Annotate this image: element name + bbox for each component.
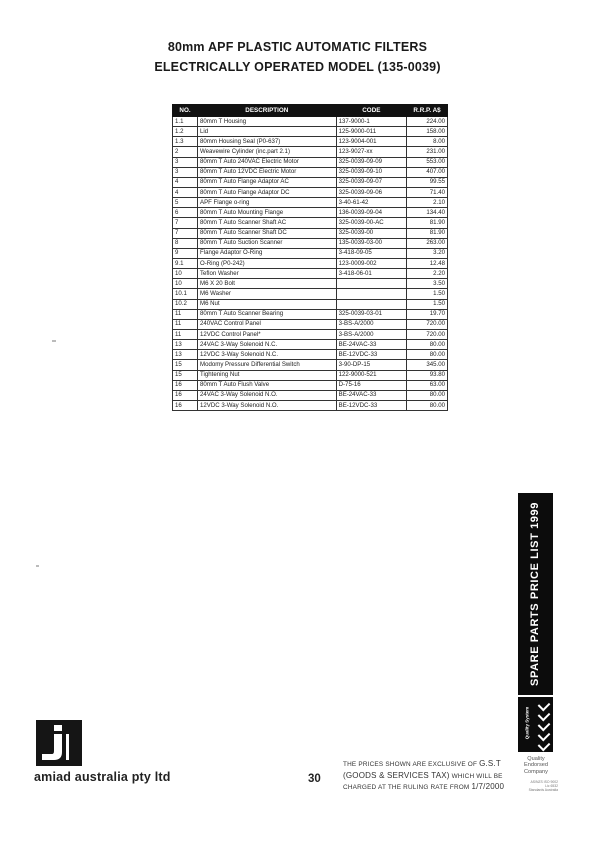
code-cell: 123-9004-001 bbox=[336, 137, 406, 147]
part-no-cell: 10.1 bbox=[173, 289, 198, 299]
part-no-cell: 16 bbox=[173, 380, 198, 390]
table-row bbox=[173, 198, 448, 208]
description-cell: APF Flange o-ring bbox=[198, 198, 337, 208]
part-no-cell: 3 bbox=[173, 157, 198, 167]
part-no-cell: 7 bbox=[173, 218, 198, 228]
part-no-cell: 2 bbox=[173, 147, 198, 157]
table-row bbox=[173, 370, 448, 380]
part-no-cell: 5 bbox=[173, 198, 198, 208]
code-cell: 3-BS-A/2000 bbox=[336, 329, 406, 339]
part-no-cell: 13 bbox=[173, 350, 198, 360]
table-row bbox=[173, 208, 448, 218]
part-no-cell: 16 bbox=[173, 390, 198, 400]
code-cell: 325-0039-09-07 bbox=[336, 177, 406, 187]
description-cell: 240VAC Control Panel bbox=[198, 319, 337, 329]
part-no-cell: 11 bbox=[173, 329, 198, 339]
rrp-cell: 80.00 bbox=[407, 350, 448, 360]
qe-line: Endorsed bbox=[524, 762, 548, 769]
table-row bbox=[173, 400, 448, 410]
rrp-cell: 2.20 bbox=[407, 269, 448, 279]
table-row bbox=[173, 238, 448, 248]
description-cell: 80mm T Auto Flange Adaptor DC bbox=[198, 187, 337, 197]
page-number: 30 bbox=[308, 773, 321, 785]
notice-text: WHICH WILL BE bbox=[451, 772, 503, 780]
rrp-cell: 81.90 bbox=[407, 228, 448, 238]
company-name: amiad australia pty ltd bbox=[34, 770, 171, 784]
rrp-cell: 3.20 bbox=[407, 248, 448, 258]
code-cell: BE-12VDC-33 bbox=[336, 350, 406, 360]
part-no-cell: 13 bbox=[173, 340, 198, 350]
gst-notice bbox=[343, 759, 511, 794]
notice-text: CHARGED AT THE RULING RATE FROM bbox=[343, 784, 470, 792]
rrp-cell: 407.00 bbox=[407, 167, 448, 177]
description-cell: Lid bbox=[198, 127, 337, 137]
description-cell: 24VAC 3-Way Solenoid N.C. bbox=[198, 340, 337, 350]
code-cell bbox=[336, 279, 406, 289]
part-no-cell: 9.1 bbox=[173, 258, 198, 268]
table-row bbox=[173, 248, 448, 258]
description-cell: Modomy Pressure Differential Switch bbox=[198, 360, 337, 370]
code-cell: 136-0039-09-04 bbox=[336, 208, 406, 218]
rrp-cell: 263.00 bbox=[407, 238, 448, 248]
part-no-cell: 3 bbox=[173, 167, 198, 177]
rrp-cell: 231.00 bbox=[407, 147, 448, 157]
code-cell: 3-BS-A/2000 bbox=[336, 319, 406, 329]
part-no-cell: 15 bbox=[173, 360, 198, 370]
code-cell: 325-0039-03-01 bbox=[336, 309, 406, 319]
rrp-cell: 1.50 bbox=[407, 289, 448, 299]
part-no-cell: 16 bbox=[173, 400, 198, 410]
description-cell: Weavewire Cylinder (inc.part 2.1) bbox=[198, 147, 337, 157]
code-cell: BE-12VDC-33 bbox=[336, 400, 406, 410]
description-cell: 80mm T Auto Scanner Shaft AC bbox=[198, 218, 337, 228]
table-row bbox=[173, 187, 448, 197]
part-no-cell: 10 bbox=[173, 269, 198, 279]
code-cell: BE-24VAC-33 bbox=[336, 390, 406, 400]
rrp-cell: 345.00 bbox=[407, 360, 448, 370]
table-row bbox=[173, 167, 448, 177]
quality-system-label: Quality System bbox=[524, 706, 530, 740]
rrp-cell: 3.50 bbox=[407, 279, 448, 289]
rrp-cell: 12.48 bbox=[407, 258, 448, 268]
table-row bbox=[173, 309, 448, 319]
description-cell: M6 Nut bbox=[198, 299, 337, 309]
description-cell: O-Ring (P0-242) bbox=[198, 258, 337, 268]
quality-endorsed-company-label bbox=[514, 756, 558, 775]
gst-notice-line-3 bbox=[343, 782, 511, 794]
rrp-cell: 19.70 bbox=[407, 309, 448, 319]
rrp-cell: 99.55 bbox=[407, 177, 448, 187]
description-cell: 24VAC 3-Way Solenoid N.O. bbox=[198, 390, 337, 400]
table-row bbox=[173, 117, 448, 127]
description-cell: Teflon Washer bbox=[198, 269, 337, 279]
fine-line: Lic 6532 bbox=[545, 784, 558, 788]
notice-text: G.S.T bbox=[479, 759, 501, 768]
table-row bbox=[173, 147, 448, 157]
certification-fine-print bbox=[514, 780, 558, 792]
part-no-cell: 10 bbox=[173, 279, 198, 289]
code-cell: 3-90-DP-15 bbox=[336, 360, 406, 370]
description-cell: 80mm T Auto Mounting Flange bbox=[198, 208, 337, 218]
scan-speck bbox=[36, 565, 39, 567]
code-cell: D-75-16 bbox=[336, 380, 406, 390]
notice-text: THE PRICES SHOWN ARE EXCLUSIVE OF bbox=[343, 761, 478, 768]
code-cell bbox=[336, 289, 406, 299]
rrp-cell: 80.00 bbox=[407, 390, 448, 400]
description-cell: 80mm Housing Seal (P0-637) bbox=[198, 137, 337, 147]
table-header-row bbox=[173, 105, 448, 117]
rrp-cell: 224.00 bbox=[407, 117, 448, 127]
rrp-cell: 1.50 bbox=[407, 299, 448, 309]
rrp-cell: 158.00 bbox=[407, 127, 448, 137]
code-cell: 137-9000-1 bbox=[336, 117, 406, 127]
rrp-cell: 553.00 bbox=[407, 157, 448, 167]
description-cell: 80mm T Housing bbox=[198, 117, 337, 127]
table-row bbox=[173, 329, 448, 339]
table-row bbox=[173, 279, 448, 289]
rrp-cell: 80.00 bbox=[407, 400, 448, 410]
rrp-cell: 720.00 bbox=[407, 329, 448, 339]
table-row bbox=[173, 390, 448, 400]
code-cell: BE-24VAC-33 bbox=[336, 340, 406, 350]
code-cell bbox=[336, 299, 406, 309]
column-header-code: CODE bbox=[336, 105, 406, 117]
banner-label: SPARE PARTS PRICE LIST 1999 bbox=[529, 502, 541, 686]
table-row bbox=[173, 340, 448, 350]
rrp-cell: 134.40 bbox=[407, 208, 448, 218]
description-cell: 80mm T Auto Scanner Bearing bbox=[198, 309, 337, 319]
table-row bbox=[173, 289, 448, 299]
table-row bbox=[173, 127, 448, 137]
spare-parts-price-list-banner bbox=[518, 493, 553, 695]
code-cell: 123-9027-xx bbox=[336, 147, 406, 157]
table-body bbox=[173, 117, 448, 411]
amiad-logo-icon bbox=[36, 720, 82, 766]
description-cell: Flange Adaptor O-Ring bbox=[198, 248, 337, 258]
code-cell: 325-0039-09-09 bbox=[336, 157, 406, 167]
description-cell: 12VDC 3-Way Solenoid N.O. bbox=[198, 400, 337, 410]
table-row bbox=[173, 360, 448, 370]
code-cell: 125-9000-011 bbox=[336, 127, 406, 137]
code-cell: 123-0009-002 bbox=[336, 258, 406, 268]
description-cell: Tightening Nut bbox=[198, 370, 337, 380]
rrp-cell: 81.90 bbox=[407, 218, 448, 228]
rrp-cell: 2.10 bbox=[407, 198, 448, 208]
part-no-cell: 7 bbox=[173, 228, 198, 238]
code-cell: 325-0039-09-06 bbox=[336, 187, 406, 197]
description-cell: 80mm T Auto Scanner Shaft DC bbox=[198, 228, 337, 238]
spare-parts-table bbox=[172, 104, 448, 411]
part-no-cell: 11 bbox=[173, 309, 198, 319]
part-no-cell: 1.2 bbox=[173, 127, 198, 137]
column-header-rrp: R.R.P. A$ bbox=[407, 105, 448, 117]
part-no-cell: 1.1 bbox=[173, 117, 198, 127]
rrp-cell: 93.80 bbox=[407, 370, 448, 380]
code-cell: 3-418-06-01 bbox=[336, 269, 406, 279]
table-row bbox=[173, 258, 448, 268]
description-cell: 12VDC 3-Way Solenoid N.C. bbox=[198, 350, 337, 360]
code-cell: 3-418-09-05 bbox=[336, 248, 406, 258]
table-row bbox=[173, 137, 448, 147]
description-cell: 12VDC Control Panel* bbox=[198, 329, 337, 339]
fine-line: Standards Australia bbox=[528, 788, 558, 792]
description-cell: M6 X 20 Bolt bbox=[198, 279, 337, 289]
part-no-cell: 10.2 bbox=[173, 299, 198, 309]
rrp-cell: 80.00 bbox=[407, 340, 448, 350]
table-row bbox=[173, 218, 448, 228]
page-title-line-2: ELECTRICALLY OPERATED MODEL (135-0039) bbox=[154, 60, 441, 74]
rrp-cell: 720.00 bbox=[407, 319, 448, 329]
code-cell: 325-0039-00 bbox=[336, 228, 406, 238]
code-cell: 135-0039-03-00 bbox=[336, 238, 406, 248]
qe-line: Company bbox=[524, 768, 548, 775]
description-cell: 80mm T Auto Flange Adaptor AC bbox=[198, 177, 337, 187]
table-row bbox=[173, 177, 448, 187]
chevron-icon bbox=[538, 739, 551, 752]
part-no-cell: 9 bbox=[173, 248, 198, 258]
part-no-cell: 11 bbox=[173, 319, 198, 329]
part-no-cell: 4 bbox=[173, 187, 198, 197]
qe-line: Quality bbox=[527, 756, 545, 762]
gst-notice-line-2 bbox=[343, 771, 511, 783]
table-row bbox=[173, 380, 448, 390]
table-row bbox=[173, 319, 448, 329]
column-header-description: DESCRIPTION bbox=[198, 105, 337, 117]
quality-system-badge bbox=[518, 697, 553, 752]
page-title-line-1: 80mm APF PLASTIC AUTOMATIC FILTERS bbox=[167, 40, 428, 54]
code-cell: 122-9000-521 bbox=[336, 370, 406, 380]
description-cell: 80mm T Auto Flush Valve bbox=[198, 380, 337, 390]
table-row bbox=[173, 269, 448, 279]
rrp-cell: 71.40 bbox=[407, 187, 448, 197]
description-cell: 80mm T Auto 12VDC Electric Motor bbox=[198, 167, 337, 177]
table-row bbox=[173, 299, 448, 309]
rrp-cell: 63.00 bbox=[407, 380, 448, 390]
part-no-cell: 15 bbox=[173, 370, 198, 380]
gst-notice-line-1 bbox=[343, 759, 511, 771]
rrp-cell: 8.00 bbox=[407, 137, 448, 147]
table-row bbox=[173, 350, 448, 360]
table-row bbox=[173, 228, 448, 238]
part-no-cell: 4 bbox=[173, 177, 198, 187]
description-cell: 80mm T Auto Suction Scanner bbox=[198, 238, 337, 248]
part-no-cell: 6 bbox=[173, 208, 198, 218]
description-cell: 80mm T Auto 240VAC Electric Motor bbox=[198, 157, 337, 167]
notice-text: (GOODS & SERVICES TAX) bbox=[343, 770, 450, 780]
part-no-cell: 8 bbox=[173, 238, 198, 248]
column-header-no: NO. bbox=[173, 105, 198, 117]
scan-speck bbox=[52, 340, 56, 342]
table-row bbox=[173, 157, 448, 167]
fine-line: AS/NZS ISO 9002 bbox=[530, 780, 558, 784]
notice-text: 1/7/2000 bbox=[471, 782, 505, 792]
code-cell: 325-0039-00-AC bbox=[336, 218, 406, 228]
code-cell: 325-0039-09-10 bbox=[336, 167, 406, 177]
part-no-cell: 1.3 bbox=[173, 137, 198, 147]
code-cell: 3-40-61-42 bbox=[336, 198, 406, 208]
description-cell: M6 Washer bbox=[198, 289, 337, 299]
